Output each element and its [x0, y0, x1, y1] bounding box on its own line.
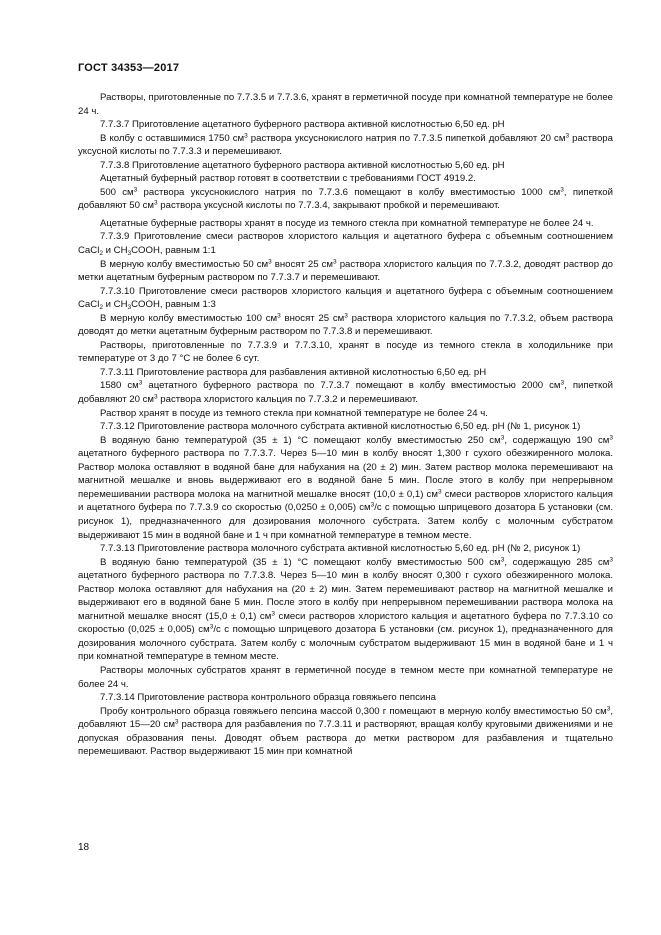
paragraph: Ацетатный буферный раствор готовят в соответствии с требованиями ГОСТ 4919.2.: [100, 173, 476, 185]
paragraph: В колбу с оставшимися 1750 $см^3$ раствора уксуснокислого натрия по 7.7.3.5 пипеткой добавляют 20 $см^3$ раствора уксусной кислоты по 7.7.3.3 и перемешивают.: [78, 132, 613, 158]
paragraph: 7.7.3.13 Приготовление раствора молочного субстрата активной кислотностью 5,60 ед. pH (№ 2, рисунок 1): [100, 543, 581, 555]
paragraph: 7.7.3.10 Приготовление смеси растворов хлористого кальция и ацетатного буфера с объемным соотношением CaCl$_2$ и $CH_3COOH$, равным 1:3: [78, 285, 613, 312]
paragraph: 7.7.3.7 Приготовление ацетатного буферного раствора активной кислотностью 6,50 ед. pH: [100, 119, 505, 131]
paragraph: В водяную баню температурой (35 ± 1) °С помещают колбу вместимостью 250 $см^3$, содержащую 190 $см^3$ ацетатного буферного раствора по 7.7.3.7. Через 5—10 мин в колбу вносят 1,300 г сухого обезжиренного молока. Раствор молока оставляют в водяной бане для набухания на (20 ± 2) мин. Затем раствор молока перемешивают на магнитной мешалке и вновь выдерживают его в водяной бане 5 мин. После этого в колбу при непрерывном перемешивании раствора молока на магнитной мешалке вносят (10,0 ± 0,1) $см^3$ смеси растворов хлористого кальция и ацетатного буфера по 7.7.3.9 со скоростью (0,0250 ± 0,005) $см^3/с$ с помощью шприцевого дозатора Б установки (см. рисунок 1), предназначенного для дозирования молочного субстрата. Затем колбу с молочным субстратом выдерживают 15 мин в водяной бане и 1 ч при комнатной температуре в темном месте.: [78, 434, 614, 541]
paragraph: В мерную колбу вместимостью 100 $см^3$ вносят 25 $см^3$ раствора хлористого кальция по 7.7.3.2, объем раствора доводят до метки ацетатным буферным раствором по 7.7.3.8 и перемешивают.: [78, 312, 613, 338]
paragraph: Растворы, приготовленные по 7.7.3.9 и 7.7.3.10, хранят в посуде из темного стекла в холодильнике при температуре от 3 до 7 °С не более 6 сут.: [78, 339, 613, 365]
paragraph: Растворы молочных субстратов хранят в герметичной посуде в темном месте при комнатной температуре не более 24 ч.: [78, 664, 613, 690]
paragraph: Раствор хранят в посуде из темного стекла при комнатной температуре не более 24 ч.: [100, 407, 488, 419]
paragraph: Пробу контрольного образца говяжьего пепсина массой 0,300 г помещают в мерную колбу вместимостью 50 $см^3$, добавляют 15—20 $см^3$ раствора для разбавления по 7.7.3.11 и растворяют, вращая колбу круговыми движениями и не допуская образования пены. Доводят объем раствора до метки раствором для разбавления и тщательно перемешивают. Раствор выдерживают 15 мин при комнатной: [78, 705, 613, 758]
paragraph: Растворы, приготовленные по 7.7.3.5 и 7.7.3.6, хранят в герметичной посуде при комнатной температуре не более 24 ч.: [78, 92, 613, 117]
paragraph: В мерную колбу вместимостью 50 $см^3$ вносят 25 $см^3$ раствора хлористого кальция по 7.7.3.2, доводят раствор до метки ацетатным буферным раствором по 7.7.3.7 и перемешивают.: [78, 258, 613, 284]
paragraph: В водяную баню температурой (35 ± 1) °С помещают колбу вместимостью 500 $см^3$, содержащую 285 $см^3$ ацетатного буферного раствора по 7.7.3.8. Через 5—10 мин в колбу вносят 0,300 г сухого обезжиренного молока. Раствор молока оставляют для набухания на (20 ± 2) мин. Затем перемешивают раствор на магнитной мешалке и выдерживают его в водяной бане 5 мин. После этого в колбу при непрерывном перемешивании раствора молока на магнитной мешалке вносят (15,0 ± 0,1) $см^3$ смеси растворов хлористого кальция и ацетатного буфера по 7.7.3.10 со скоростью (0,025 ± 0,005) $см^3/с$ с помощью шприцевого дозатора Б установки (см. рисунок 1), предназначенного для дозирования молочного субстрата. Затем колбу с молочным субстратом выдерживают 15 мин в водяной бане и 1 ч при комнатной температуре в темном месте.: [78, 556, 614, 663]
paragraph: 500 $см^3$ раствора уксуснокислого натрия по 7.7.3.6 помещают в колбу вместимостью 1000 $см^3$, пипеткой добавляют 50 $см^3$ раствора уксусной кислоты по 7.7.3.4, закрывают пробкой и перемешивают.: [78, 186, 613, 212]
paragraph: 1580 $см^3$ ацетатного буферного раствора по 7.7.3.7 помещают в колбу вместимостью 2000 $см^3$, пипеткой добавляют 20 $см^3$ раствора хлористого кальция по 7.7.3.2 и перемешивают.: [78, 379, 613, 406]
paragraph: 7.7.3.11 Приготовление раствора для разбавления активной кислотностью 6,50 ед. pH: [100, 366, 487, 378]
paragraph: Ацетатные буферные растворы хранят в посуде из темного стекла при комнатной температуре не более 24 ч.: [100, 217, 594, 229]
document-body: [78, 91, 613, 759]
paragraph: 7.7.3.12 Приготовление раствора молочного субстрата активной кислотностью 6,50 ед. pH (№ 1, рисунок 1): [100, 421, 581, 433]
paragraph: 7.7.3.9 Приготовление смеси растворов хлористого кальция и ацетатного буфера с объемным соотношением CaCl$_2$ и $CH_3COOH$, равным 1:1: [78, 231, 613, 258]
page-number: 18: [78, 842, 90, 853]
standard-header: ГОСТ 34353—2017: [78, 62, 180, 74]
paragraph: 7.7.3.8 Приготовление ацетатного буферного раствора активной кислотностью 5,60 ед. pH: [100, 159, 505, 171]
paragraph: 7.7.3.14 Приготовление раствора контрольного образца говяжьего пепсина: [100, 692, 436, 704]
